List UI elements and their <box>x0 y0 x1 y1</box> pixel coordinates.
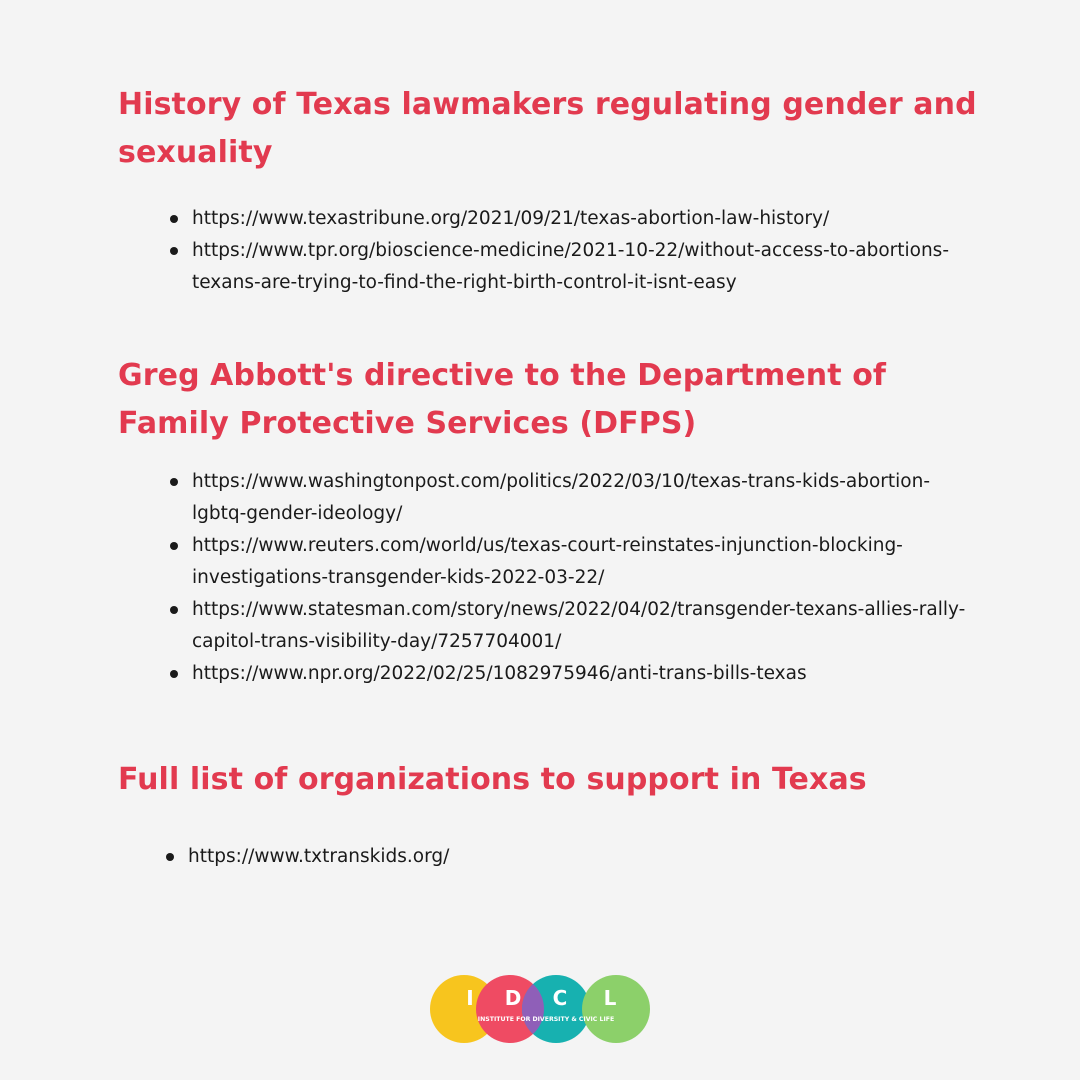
list-item <box>168 530 968 594</box>
list-item <box>168 594 968 658</box>
list-item <box>168 203 968 235</box>
link-list <box>168 466 968 690</box>
list-item <box>168 658 968 690</box>
list-item <box>168 235 968 299</box>
logo-letter-d: D <box>504 986 522 1010</box>
list-item <box>164 841 964 873</box>
link-text[interactable]: https://www.statesman.com/story/news/2022/04/02/transgender-texans-allies-rally-capitol-trans-visibility-day/7257704001/ <box>192 599 966 652</box>
bullet-icon <box>166 853 174 861</box>
list-item <box>168 466 968 530</box>
idcl-logo <box>430 973 652 1045</box>
bullet-icon <box>170 606 178 614</box>
section-heading: Full list of organizations to support in Texas <box>118 762 867 797</box>
bullet-icon <box>170 542 178 550</box>
section-texas-lawmakers-history <box>118 81 998 293</box>
bullet-icon <box>170 247 178 255</box>
section-abbott-directive <box>118 352 998 684</box>
link-text[interactable]: https://www.tpr.org/bioscience-medicine/2021-10-22/without-access-to-abortions-texans-are-trying-to-find-the-right-birth-control-it-isnt-easy <box>192 240 950 293</box>
logo-letter-l: L <box>603 986 617 1010</box>
link-text[interactable]: https://www.npr.org/2022/02/25/1082975946/anti-trans-bills-texas <box>192 663 807 684</box>
section-heading: Greg Abbott's directive to the Department of Family Protective Services (DFPS) <box>118 358 887 441</box>
link-list <box>164 841 964 873</box>
link-list <box>168 203 968 299</box>
link-text[interactable]: https://www.txtranskids.org/ <box>188 846 450 867</box>
logo-letter-i: I <box>466 986 474 1010</box>
link-text[interactable]: https://www.reuters.com/world/us/texas-court-reinstates-injunction-blocking-investigations-transgender-kids-2022-03-22/ <box>192 535 903 588</box>
bullet-icon <box>170 478 178 486</box>
link-text[interactable]: https://www.texastribune.org/2021/09/21/texas-abortion-law-history/ <box>192 208 830 229</box>
bullet-icon <box>170 670 178 678</box>
section-heading: History of Texas lawmakers regulating gender and sexuality <box>118 87 977 170</box>
section-organizations <box>118 756 998 867</box>
bullet-icon <box>170 215 178 223</box>
logo-letter-c: C <box>552 986 568 1010</box>
logo-tagline: INSTITUTE FOR DIVERSITY & CIVIC LIFE <box>477 1016 615 1023</box>
link-text[interactable]: https://www.washingtonpost.com/politics/2022/03/10/texas-trans-kids-abortion-lgbtq-gender-ideology/ <box>192 471 931 524</box>
